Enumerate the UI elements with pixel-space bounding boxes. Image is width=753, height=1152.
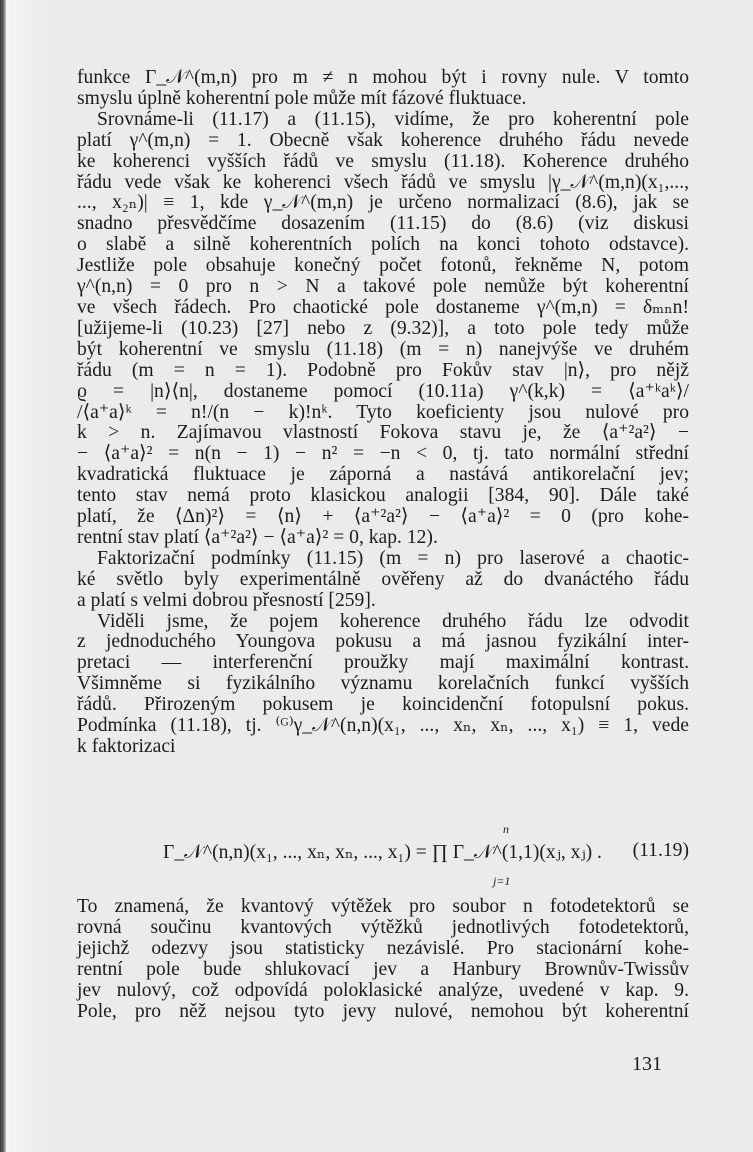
- text-line: jejichž odezvy jsou statisticky nezávislé. Pro stacionární kohe-: [77, 937, 689, 959]
- text-line: platí γ^(m,n) = 1. Obecně však koherence druhého řádu nevede: [77, 129, 689, 151]
- text-line: rentní pole bude shlukovací jev a Hanbury Brownův-Twissův: [77, 958, 689, 980]
- equation-body: Γ_𝒩^(n,n)(x₁, ..., xₙ, xₙ, ..., x₁) = ∏ Γ_𝒩^(1,1)(xⱼ, xⱼ) .: [163, 842, 602, 863]
- text-line: ké světlo byly experimentálně ověřeny až do dvanáctého řádu: [77, 568, 689, 590]
- text-line: o slabě a silně koherentních polích na konci tohoto odstavce).: [77, 234, 689, 256]
- text-line: snadno přesvědčíme dosazením (11.15) do (8.6) (viz diskusi: [77, 213, 689, 235]
- page-gutter-shadow: [6, 0, 46, 1152]
- text-line: To znamená, že kvantový výtěžek pro soubor n fotodetektorů se: [77, 896, 689, 917]
- text-line: /⟨a⁺a⟩ᵏ = n!/(n − k)!nᵏ. Tyto koeficienty jsou nulové pro: [77, 401, 689, 423]
- product-upper-limit: n: [503, 822, 509, 836]
- text-line: Jestliže pole obsahuje konečný počet fotonů, řekněme N, potom: [77, 255, 689, 277]
- paragraph-start-line: Srovnáme-li (11.17) a (11.15), vidíme, že pro koherentní pole: [97, 108, 689, 130]
- text-line: Pole, pro něž nejsou tyto jevy nulové, nemohou být koherentní: [77, 1000, 689, 1022]
- text-line: ..., x₂ₙ)| ≡ 1, kde γ_𝒩^(m,n) je určeno normalizací (8.6), jak se: [77, 192, 689, 214]
- text-line: řádu vede však ke koherenci všech řádů ve smyslu |γ_𝒩^(m,n)(x₁,...,: [77, 171, 689, 193]
- text-line: pretaci — interferenční proužky mají maximální kontrast.: [77, 652, 689, 674]
- paragraph-start-line: Faktorizační podmínky (11.15) (m = n) pro laserové a chaotic-: [97, 547, 689, 569]
- text-line: smyslu úplně koherentní pole může mít fázové fluktuace.: [77, 87, 527, 109]
- text-block-main: [77, 68, 689, 758]
- text-line: jev nulový, což odpovídá poloklasické analýze, uvedené v kap. 9.: [77, 979, 689, 1001]
- equation-number: (11.19): [632, 840, 689, 861]
- text-line: rovná součinu kvantových výtěžků jednotlivých fotodetektorů,: [77, 916, 689, 938]
- text-line: řádu (m = n = 1). Podobně pro Fokův stav |n⟩, pro nějž: [77, 359, 689, 381]
- page-number: 131: [632, 1053, 662, 1075]
- text-line: ϱ = |n⟩⟨n|, dostaneme pomocí (10.11a) γ^(k,k) = ⟨a⁺ᵏaᵏ⟩/: [77, 380, 689, 402]
- text-line: kvadratická fluktuace je záporná a nastává antikorelační jev;: [77, 464, 689, 486]
- text-line: ve všech řádech. Pro chaotické pole dostaneme γ^(m,n) = δₘₙn!: [77, 296, 689, 318]
- text-line: být koherentní ve smyslu (11.18) (m = n) nanejvýše ve druhém: [77, 338, 689, 360]
- text-line: řádů. Přirozeným pokusem je koincidenční fotopulsní pokus.: [77, 694, 689, 716]
- paragraph-start-line: Viděli jsme, že pojem koherence druhého řádu lze odvodit: [97, 610, 689, 632]
- text-line: k > n. Zajímavou vlastností Fokova stavu je, že ⟨a⁺²a²⟩ −: [77, 422, 689, 444]
- text-line: a platí s velmi dobrou přesností [259].: [77, 589, 376, 611]
- text-line: tento stav nemá proto klasickou analogii [384, 90]. Dále také: [77, 485, 689, 507]
- text-line: k faktorizaci: [77, 736, 176, 757]
- text-line: − ⟨a⁺a⟩² = n(n − 1) − n² = −n < 0, tj. tato normální střední: [77, 443, 689, 465]
- text-line: funkce Γ_𝒩^(m,n) pro m ≠ n mohou být i rovny nule. V tomto: [77, 67, 689, 88]
- text-block-after-equation: [77, 897, 689, 1022]
- text-line: platí, že ⟨Δn)²⟩ = ⟨n⟩ + ⟨a⁺²a²⟩ − ⟨a⁺a⟩² = 0 (pro kohe-: [77, 506, 689, 528]
- equation-11-19: [163, 822, 693, 892]
- text-line: z jednoduchého Youngova pokusu a má jasnou fyzikální inter-: [77, 631, 689, 653]
- text-line: γ^(n,n) = 0 pro n > N a takové pole nemůže být koherentní: [77, 276, 689, 298]
- text-line: Podmínka (11.18), tj. ⁽ᴳ⁾γ_𝒩^(n,n)(x₁, ..., xₙ, xₙ, ..., x₁) ≡ 1, vede: [77, 715, 689, 737]
- text-line: ke koherenci vyšších řádů ve smyslu (11.18). Koherence druhého: [77, 150, 689, 172]
- product-lower-limit: j=1: [493, 874, 511, 888]
- text-line: Všimněme si fyzikálního významu korelačních funkcí vyšších: [77, 673, 689, 695]
- text-line: [užijeme-li (10.23) [27] nebo z (9.32)], a toto pole tedy může: [77, 317, 689, 339]
- text-line: rentní stav platí ⟨a⁺²a²⟩ − ⟨a⁺a⟩² = 0, kap. 12).: [77, 526, 438, 548]
